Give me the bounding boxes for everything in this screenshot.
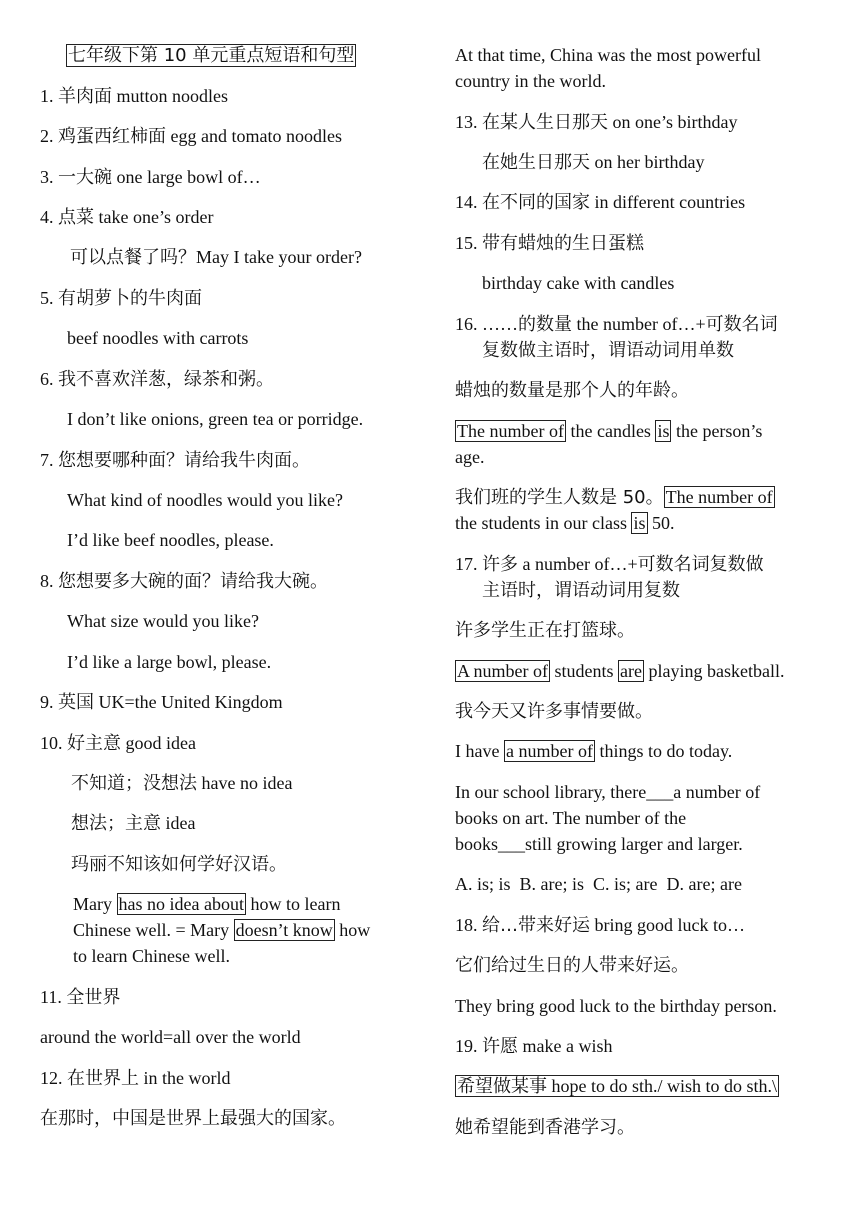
item-17-rule: 主语时，谓语动词用复数 [482, 580, 680, 601]
item-4: 4. 点菜 take one’s order [40, 207, 214, 228]
item-8: 8. 您想要多大碗的面？请给我大碗。 [40, 571, 328, 592]
item-7-english-2: I’d like beef noodles, please. [67, 530, 274, 550]
item-15: 15. 带有蜡烛的生日蛋糕 [455, 233, 644, 254]
item-10-sub-3: 玛丽不知该如何学好汉语。 [71, 854, 287, 875]
item-16-example-1-chinese: 蜡烛的数量是那个人的年龄。 [455, 380, 689, 401]
item-10-example-1: Mary has no idea about how to learn [73, 894, 341, 914]
item-12-english-1: At that time, China was the most powerful [455, 45, 761, 65]
item-9: 9. 英国 UK=the United Kingdom [40, 692, 283, 713]
item-10-sub-2: 想法；主意 idea [71, 813, 196, 834]
item-8-english-1: What size would you like? [67, 611, 259, 631]
item-12: 12. 在世界上 in the world [40, 1068, 231, 1089]
item-17-example-2: I have a number of things to do today. [455, 741, 733, 761]
item-12-english-2: country in the world. [455, 71, 606, 91]
item-17-example-1: A number of students are playing basketball. [457, 661, 785, 681]
item-15-english: birthday cake with candles [482, 273, 675, 293]
item-11-english: around the world=all over the world [40, 1027, 301, 1047]
item-13: 13. 在某人生日那天 on one’s birthday [455, 112, 738, 133]
item-16-example-1: The number of the candles is the person’s [457, 421, 763, 441]
item-4-example: 可以点餐了吗？May I take your order? [70, 247, 362, 268]
item-11: 11. 全世界 [40, 987, 121, 1008]
item-17-example-2-chinese: 我今天又许多事情要做。 [455, 701, 653, 722]
item-5: 5. 有胡萝卜的牛肉面 [40, 288, 202, 309]
item-18: 18. 给…带来好运 bring good luck to… [455, 915, 745, 936]
item-17-example-1-chinese: 许多学生正在打篮球。 [455, 620, 635, 641]
item-17-question-1: In our school library, there___a number of [455, 782, 761, 802]
item-14: 14. 在不同的国家 in different countries [455, 192, 746, 213]
item-10-example-2: Chinese well. = Mary doesn’t know how [73, 920, 371, 940]
item-18-example-chinese: 它们给过生日的人带来好运。 [455, 955, 689, 976]
item-19-example-chinese: 她希望能到香港学习。 [455, 1117, 635, 1138]
item-5-english: beef noodles with carrots [67, 328, 249, 348]
item-16-rule: 复数做主语时，谓语动词用单数 [482, 340, 734, 361]
item-2: 2. 鸡蛋西红柿面 egg and tomato noodles [40, 126, 342, 147]
item-10: 10. 好主意 good idea [40, 733, 196, 754]
item-3: 3. 一大碗 one large bowl of… [40, 167, 261, 188]
item-17-options: A. is; is B. are; is C. is; are D. are; are [455, 874, 742, 894]
item-13-sub: 在她生日那天 on her birthday [482, 152, 705, 173]
item-16: 16. ……的数量 the number of…+可数名词 [455, 314, 778, 335]
item-1: 1. 羊肉面 mutton noodles [40, 86, 228, 107]
item-17: 17. 许多 a number of…+可数名词复数做 [455, 554, 764, 575]
item-18-example-english: They bring good luck to the birthday person. [455, 996, 777, 1016]
item-16-example-2-end: the students in our class is 50. [455, 513, 675, 533]
item-7-english-1: What kind of noodles would you like? [67, 490, 343, 510]
item-6-english: I don’t like onions, green tea or porridge. [67, 409, 364, 429]
item-10-sub-1: 不知道；没想法 have no idea [71, 773, 293, 794]
item-16-example-2: 我们班的学生人数是 50。 The number of [455, 487, 773, 508]
item-12-example: 在那时，中国是世界上最强大的国家。 [40, 1108, 346, 1129]
item-10-example-3: to learn Chinese well. [73, 946, 230, 966]
item-19-boxed: 希望做某事 hope to do sth./ wish to do sth.\ [457, 1076, 778, 1097]
title: 七年级下第 10 单元重点短语和句型 [68, 45, 355, 66]
item-8-english-2: I’d like a large bowl, please. [67, 652, 272, 672]
item-17-question-2: books on art. The number of the [455, 808, 687, 828]
item-16-example-1-end: age. [455, 447, 485, 467]
item-19: 19. 许愿 make a wish [455, 1036, 613, 1057]
item-6: 6. 我不喜欢洋葱，绿茶和粥。 [40, 369, 274, 390]
item-17-question-3: books___still growing larger and larger. [455, 834, 743, 854]
item-7: 7. 您想要哪种面？请给我牛肉面。 [40, 450, 310, 471]
